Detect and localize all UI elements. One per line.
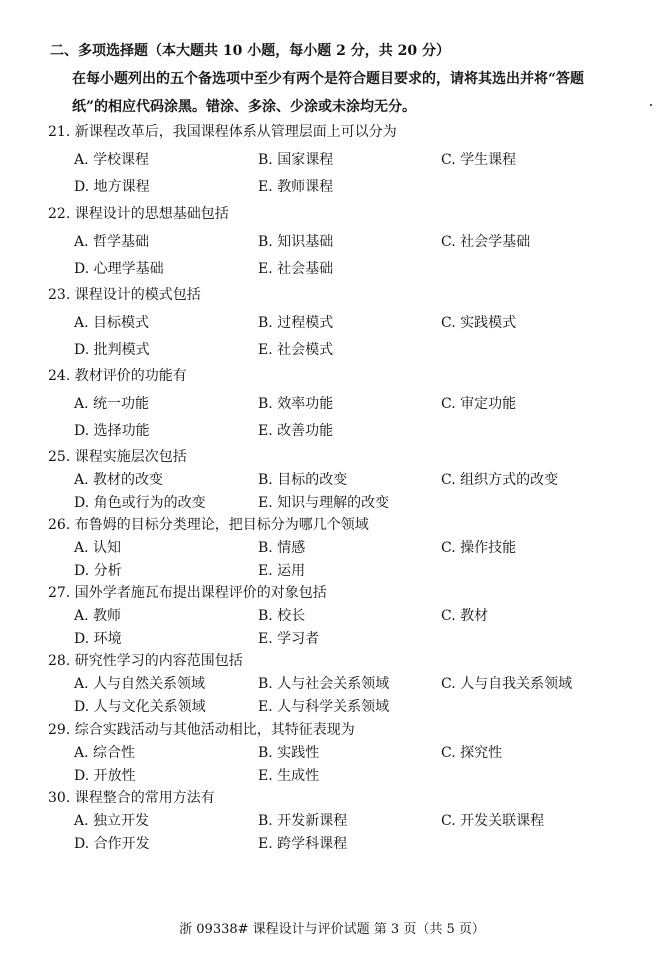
option-d: D. 合作开发 (74, 836, 150, 852)
option-e: E. 社会基础 (258, 261, 334, 277)
option-d: D. 批判模式 (74, 342, 150, 358)
instruction-line-2: 纸”的相应代码涂黑。错涂、多涂、少涂或未涂均无分。 (72, 99, 417, 115)
option-c: C. 实践模式 (441, 315, 517, 331)
option-c: C. 社会学基础 (441, 234, 531, 250)
section-title: 二、多项选择题（本大题共 10 小题，每小题 2 分，共 20 分） (50, 43, 450, 59)
option-c: C. 学生课程 (441, 152, 517, 168)
option-d: D. 角色或行为的改变 (74, 495, 206, 511)
option-b: B. 效率功能 (258, 396, 334, 412)
option-c: C. 组织方式的改变 (441, 472, 559, 488)
option-b: B. 目标的改变 (258, 472, 348, 488)
option-d: D. 人与文化关系领域 (74, 699, 206, 715)
option-c: C. 开发关联课程 (441, 813, 545, 829)
option-b: B. 校长 (258, 608, 306, 624)
option-a: A. 独立开发 (74, 813, 150, 829)
option-e: E. 人与科学关系领域 (258, 699, 390, 715)
option-b: B. 人与社会关系领域 (258, 676, 390, 692)
option-a: A. 认知 (74, 540, 122, 556)
question-stem: 23. 课程设计的模式包括 (48, 287, 201, 303)
question-stem: 22. 课程设计的思想基础包括 (48, 206, 229, 222)
question-stem: 27. 国外学者施瓦布提出课程评价的对象包括 (48, 585, 327, 601)
question-stem: 29. 综合实践活动与其他活动相比，其特征表现为 (48, 722, 355, 738)
option-a: A. 综合性 (74, 745, 136, 761)
option-d: D. 选择功能 (74, 423, 150, 439)
instruction-line-1: 在每小题列出的五个备选项中至少有两个是符合题目要求的，请将其选出并将“答题 (72, 71, 585, 87)
question-stem: 26. 布鲁姆的目标分类理论，把目标分为哪几个领域 (48, 517, 369, 533)
option-a: A. 目标模式 (74, 315, 150, 331)
option-e: E. 生成性 (258, 768, 320, 784)
option-a: A. 教材的改变 (74, 472, 164, 488)
option-d: D. 心理学基础 (74, 261, 164, 277)
question-stem: 30. 课程整合的常用方法有 (48, 790, 215, 806)
option-d: D. 开放性 (74, 768, 136, 784)
option-c: C. 审定功能 (441, 396, 517, 412)
option-d: D. 分析 (74, 563, 122, 579)
option-e: E. 改善功能 (258, 423, 334, 439)
option-e: E. 教师课程 (258, 179, 334, 195)
option-a: A. 学校课程 (74, 152, 150, 168)
option-a: A. 统一功能 (74, 396, 150, 412)
option-e: E. 社会模式 (258, 342, 334, 358)
page-footer: 浙 09338# 课程设计与评价试题 第 3 页（共 5 页） (179, 922, 485, 937)
option-e: E. 知识与理解的改变 (258, 495, 390, 511)
option-b: B. 情感 (258, 540, 306, 556)
option-a: A. 人与自然关系领域 (74, 676, 206, 692)
option-d: D. 地方课程 (74, 179, 150, 195)
question-stem: 25. 课程实施层次包括 (48, 449, 187, 465)
option-c: C. 探究性 (441, 745, 503, 761)
option-e: E. 跨学科课程 (258, 836, 348, 852)
option-b: B. 国家课程 (258, 152, 334, 168)
question-stem: 28. 研究性学习的内容范围包括 (48, 653, 243, 669)
option-d: D. 环境 (74, 631, 122, 647)
margin-mark (650, 104, 652, 106)
option-b: B. 过程模式 (258, 315, 334, 331)
option-b: B. 开发新课程 (258, 813, 348, 829)
option-b: B. 实践性 (258, 745, 320, 761)
option-a: A. 哲学基础 (74, 234, 150, 250)
option-e: E. 运用 (258, 563, 306, 579)
option-a: A. 教师 (74, 608, 122, 624)
option-b: B. 知识基础 (258, 234, 334, 250)
option-c: C. 教材 (441, 608, 489, 624)
option-e: E. 学习者 (258, 631, 320, 647)
option-c: C. 人与自我关系领域 (441, 676, 573, 692)
option-c: C. 操作技能 (441, 540, 517, 556)
question-stem: 21. 新课程改革后，我国课程体系从管理层面上可以分为 (48, 124, 397, 140)
question-stem: 24. 教材评价的功能有 (48, 368, 187, 384)
